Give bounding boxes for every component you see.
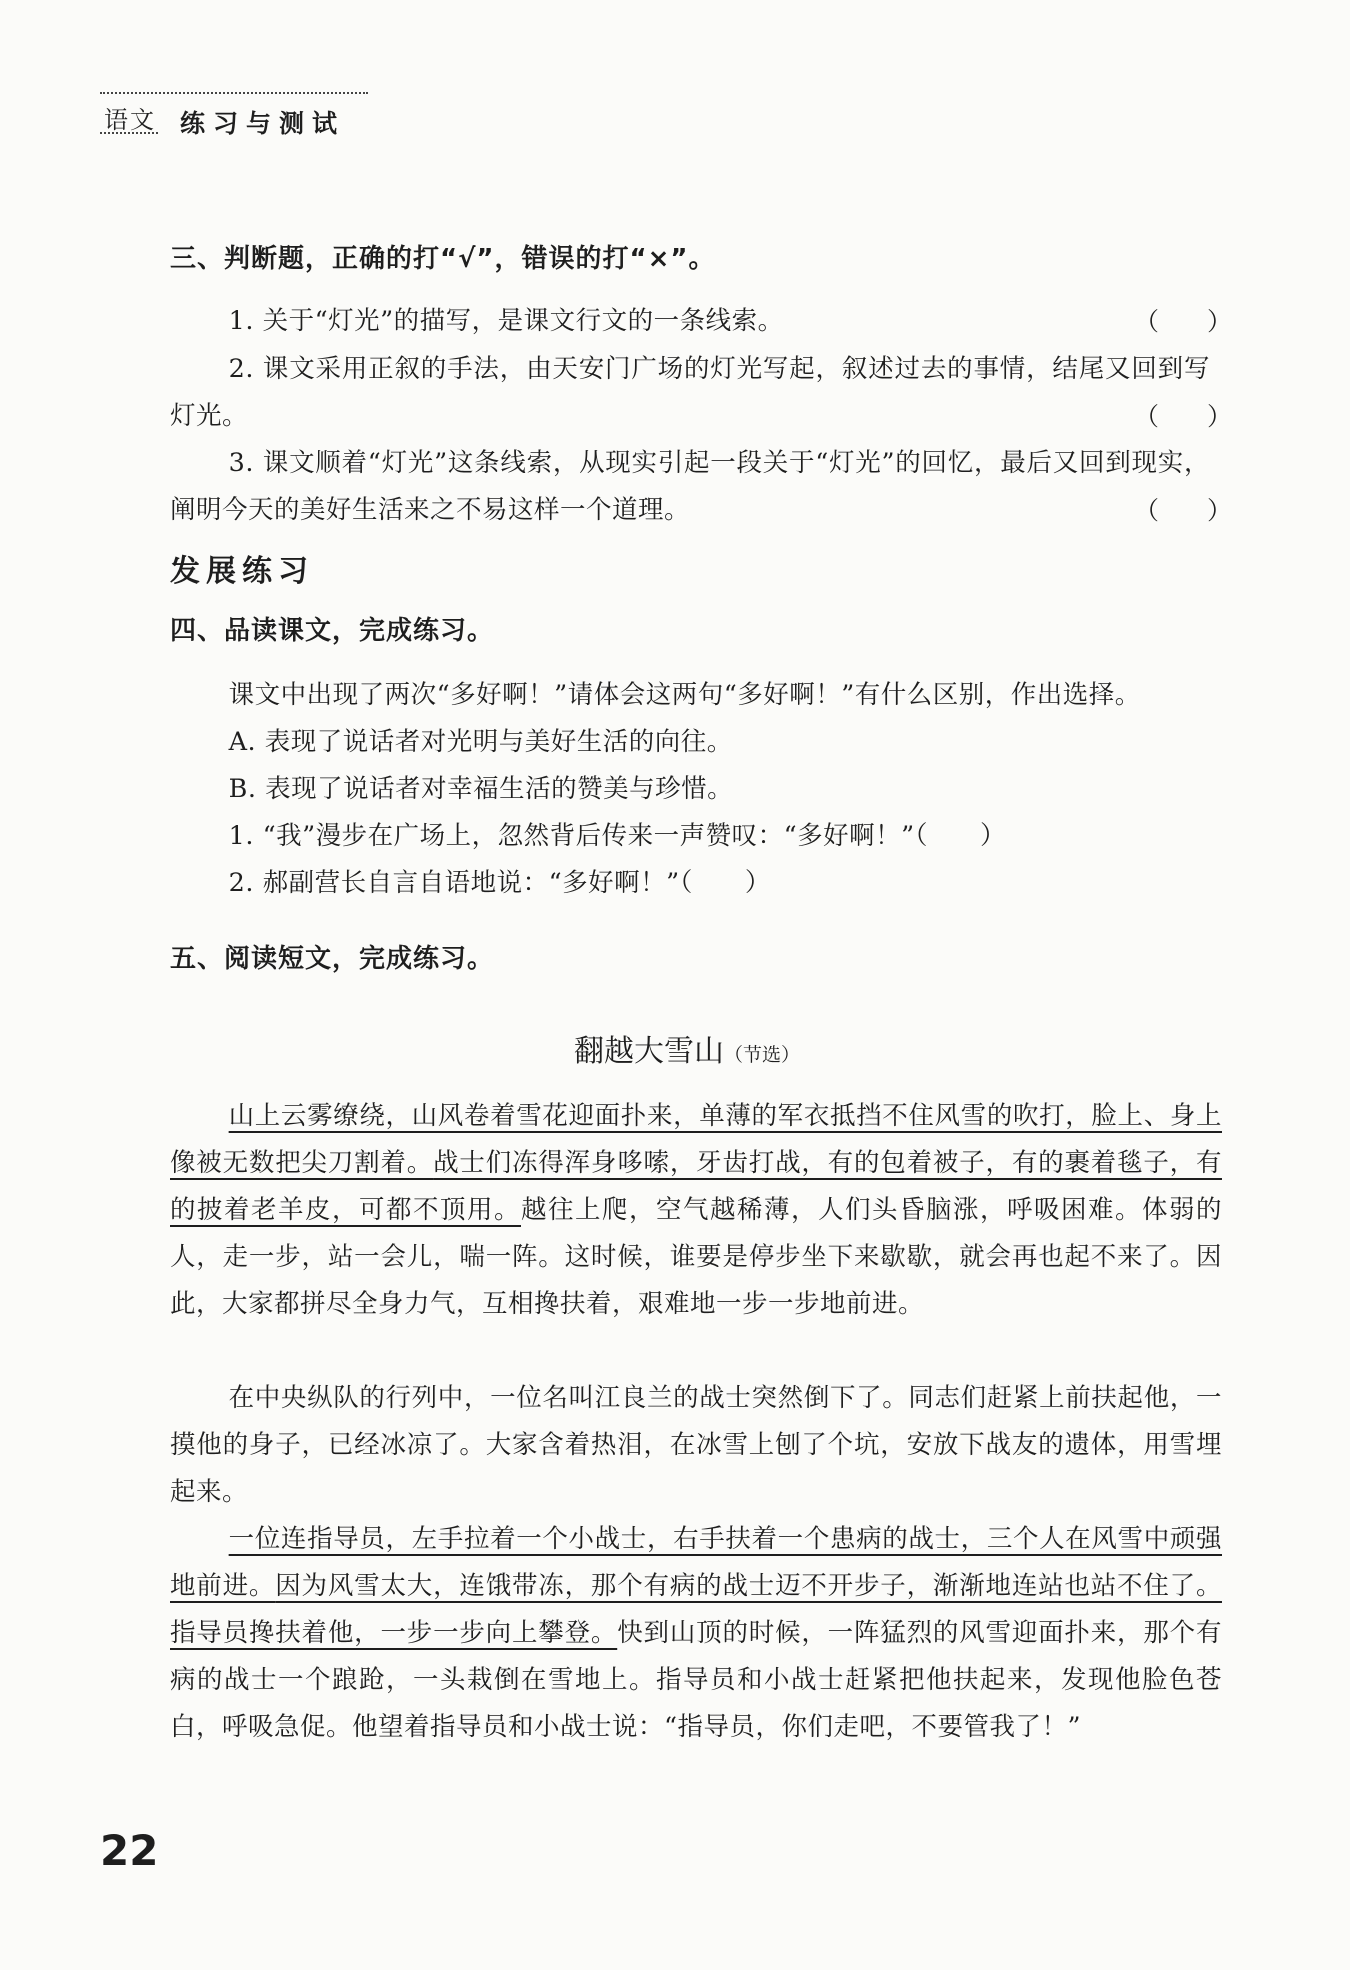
section5-heading: 五、阅读短文，完成练习。 [170,944,495,974]
development-heading: 发展练习 [170,554,314,589]
passage-paragraph-1 [170,1093,1222,1328]
judge-item-3-paren: （） [1134,496,1281,525]
judge-item-3: 3. 课文顺着“灯光”这条线索，从现实引起一段关于“灯光”的回忆，最后又回到现实，阐明今天的美好生活来之不易这样一个道理。 [170,448,1210,525]
passage-paragraph-3 [170,1516,1222,1751]
section4-intro: 课文中出现了两次“多好啊！”请体会这两句“多好啊！”有什么区别，作出选择。 [228,680,1141,710]
passage-title [574,1026,800,1070]
underlined-sentence: 指导员搀扶着他，一步一步向上攀登。 [170,1618,618,1648]
option-a: A. 表现了说话者对光明与美好生活的向往。 [228,727,733,757]
underlined-sentence: 山上云雾缭绕，山风卷着雪花迎面扑来，单薄的军衣抵挡不住风雪的吹打，脸上、身上像被无数把尖刀割着。 [170,1101,1222,1178]
question-2 [170,860,1222,907]
section3-heading: 三、判断题，正确的打“√”，错误的打“×”。 [170,244,716,274]
passage-paragraph-2: 在中央纵队的行列中，一位名叫江良兰的战士突然倒下了。同志们赶紧上前扶起他，一摸他的身子，已经冰凉了。大家含着热泪，在冰雪上刨了个坑，安放下战友的遗体，用雪埋起来。 [170,1383,1222,1507]
book-title: 练习与测试 [180,109,346,138]
subject-label: 语文 [104,106,156,134]
question-1 [170,813,1222,860]
option-b: B. 表现了说话者对幸福生活的赞美与珍惜。 [228,774,734,804]
passage-title-note: （节选） [724,1044,801,1066]
question-2-text: 2. 郝副营长自言自语地说：“多好啊！” [228,868,680,898]
judge-item-2: 2. 课文采用正叙的手法，由天安门广场的灯光写起，叙述过去的事情，结尾又回到写灯光。 [170,354,1210,431]
question-1-text: 1. “我”漫步在广场上，忽然背后传来一声赞叹：“多好啊！” [228,821,915,851]
page-number: 22 [100,1826,159,1875]
underlined-sentence: 战士们冻得浑身哆嗦，牙齿打战，有的包着被子，有的裹着毯子，有的披着老羊皮，可都不顶用。 [170,1148,1222,1225]
underlined-sentence: 因为风雪太大，连饿带冻，那个有病的战士迈不开步子，渐渐地连站也站不住了。 [275,1571,1222,1601]
judge-item-1-paren: （） [1134,307,1281,336]
underlined-sentence: 一位连指导员，左手拉着一个小战士，右手扶着一个患病的战士，三个人在风雪中顽强地前进。 [170,1524,1222,1601]
passage-title-text: 翻越大雪山 [574,1034,724,1069]
header-dotted-rule [100,92,368,94]
subject-tab [100,98,158,134]
judge-item-2-paren: （） [1134,402,1281,431]
judge-item-1: 1. 关于“灯光”的描写，是课文行文的一条线索。 [228,306,784,336]
section4-heading: 四、品读课文，完成练习。 [170,616,495,646]
question-1-blank: （ ） [914,821,1006,851]
paragraph-text: 越往上爬，空气越稀薄，人们头昏脑涨，呼吸困难。体弱的人，走一步，站一会儿，喘一阵。这时候，谁要是停步坐下来歇歇，就会再也起不来了。因此，大家都拼尽全身力气，互相搀扶着，艰难地一步一步地前进。 [170,1195,1222,1319]
question-2-blank: （ ） [679,868,771,898]
page-header [100,92,368,138]
paragraph-text: 快到山顶的时候，一阵猛烈的风雪迎面扑来，那个有病的战士一个踉跄，一头栽倒在雪地上。指导员和小战士赶紧把他扶起来，发现他脸色苍白，呼吸急促。他望着指导员和小战士说：“指导员，你们走吧，不要管我了！” [170,1618,1222,1742]
